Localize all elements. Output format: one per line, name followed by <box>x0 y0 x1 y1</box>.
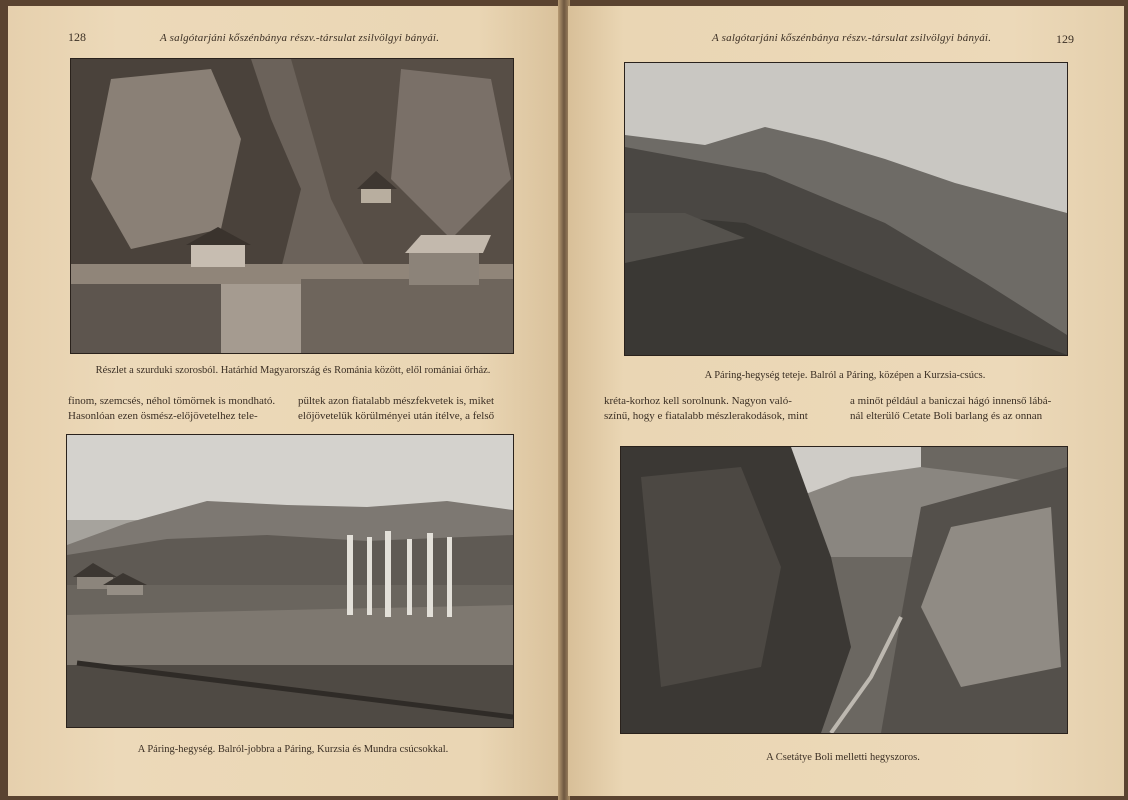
text-column-4 <box>850 394 1074 424</box>
page-number-left: 128 <box>68 30 86 44</box>
text-column-3 <box>604 394 840 424</box>
left-page <box>8 6 560 796</box>
text-line: előjövetelük körülményei után ítélve, a felső <box>298 410 495 422</box>
page-number-right: 129 <box>1056 32 1074 46</box>
text-line: pültek azon fiatalabb mészfekvetek is, miket <box>298 395 495 407</box>
photo-cetate-boli-gorge <box>620 446 1068 734</box>
text-line: nál elterülő Cetate Boli barlang és az onnan <box>850 410 1043 422</box>
caption-photo-1: Részlet a szurduki szorosból. Határhíd Magyarország és Románia között, elől romániai őrház. <box>95 365 491 376</box>
text-line: kréta-korhoz kell sorolnunk. Nagyon való- <box>604 395 792 407</box>
caption-photo-4: A Csetátye Boli melletti hegyszoros. <box>766 752 920 763</box>
running-head-right: A salgótarjáni kőszénbánya részv.-társulat zsilvölgyi bányái. <box>712 32 992 44</box>
caption-photo-2: A Páring-hegység. Balról-jobbra a Páring, Kurzsia és Mundra csúcsokkal. <box>137 744 449 755</box>
text-line: színű, hogy e fiatalabb mészlerakodások, mint <box>604 410 808 422</box>
photo-paring-range <box>66 434 514 728</box>
running-head-left: A salgótarjáni kőszénbánya részv.-társulat zsilvölgyi bányái. <box>160 32 440 44</box>
text-line: a minőt például a baniczai hágó innenső lábá- <box>850 395 1052 407</box>
text-column-2 <box>298 394 518 424</box>
text-column-1 <box>68 394 286 424</box>
caption-photo-3: A Páring-hegység teteje. Balról a Páring, középen a Kurzsia-csúcs. <box>704 370 986 381</box>
photo-szurduk-gorge <box>70 58 514 354</box>
text-line: finom, szemcsés, néhol tömörnek is mondható. <box>68 395 276 407</box>
photo-paring-summit <box>624 62 1068 356</box>
text-line: Hasonlóan ezen ösmész-előjövetelhez tele- <box>68 410 258 422</box>
right-page <box>568 6 1124 796</box>
